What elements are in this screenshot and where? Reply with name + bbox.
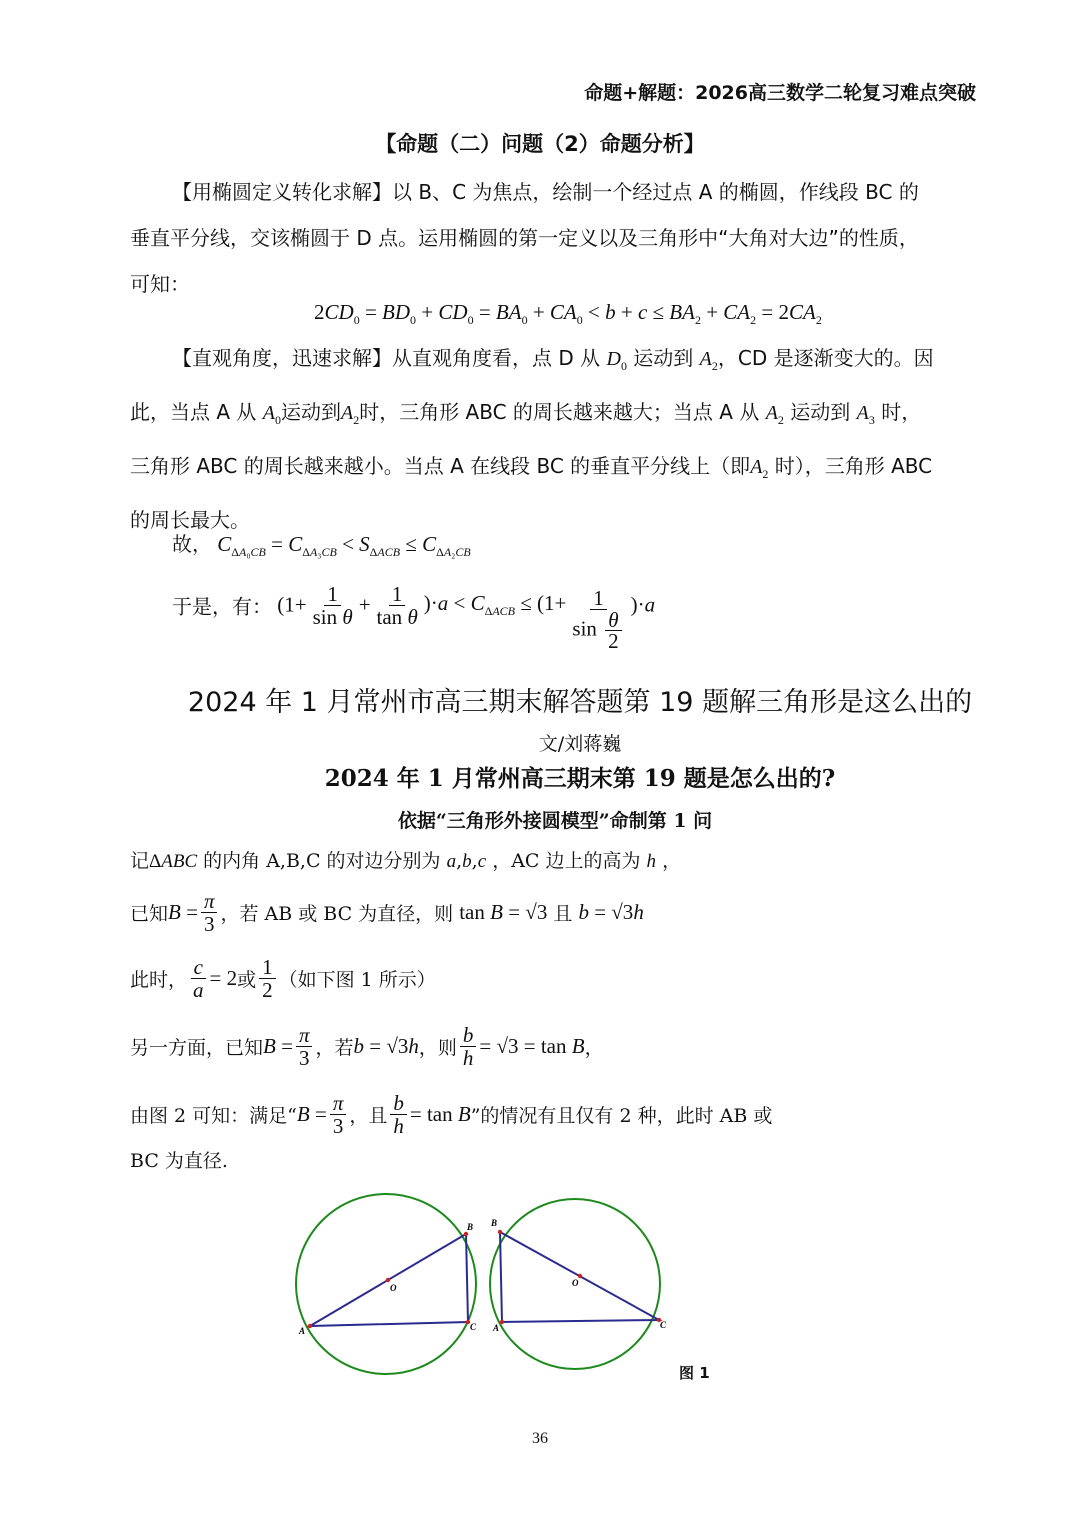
figure-circumcircles (290, 1180, 690, 1380)
paragraph-ellipse-method (130, 169, 980, 307)
para2-text: 时， (881, 400, 922, 424)
line-text: ”的情况有且仅有 2 种，此时 AB 或 (470, 1105, 773, 1127)
right-label-b: B (491, 1218, 498, 1228)
left-label-c: C (470, 1322, 477, 1332)
article-author: 文/刘蒋巍 (538, 733, 622, 755)
line-triangle-def: 记ΔABC 的内角 A,B,C 的对边分别为 a,b,c ，AC 边上的高为 h ， (130, 850, 682, 872)
para2-text: 运动到 (790, 400, 851, 424)
line-text: 的内角 A,B,C 的对边分别为 (203, 850, 441, 872)
para1-text3: 可知： (130, 272, 190, 296)
article-subtitle: 2024 年 1 月常州高三期末第 19 题是怎么出的? (324, 765, 836, 792)
right-label-o: O (572, 1278, 579, 1288)
line-text: 此时， (130, 969, 188, 991)
left-label-a: A (299, 1326, 306, 1336)
line-text: 且 (553, 903, 573, 925)
para2-text: 运动到 (280, 400, 341, 424)
para2-text: 时，三角形 ABC 的周长越来越大；当点 A 从 (359, 400, 760, 424)
right-point-b (498, 1230, 502, 1234)
equation-ellipse: $2CD_0 = BD_0 + CD_0 = BA_0 + CA_0 < b + c \le BA_2 + CA_2 = 2CA_2$ (314, 300, 822, 328)
eq3-prefix: 于是，有： (172, 594, 272, 619)
para2-text: 三角形 ABC 的周长越来越小。当点 A 在线段 BC 的垂直平分线上（即 (130, 454, 751, 478)
line-text: ，则 (418, 1037, 457, 1059)
page-header: 命题+解题：2026高三数学二轮复习难点突破 (584, 82, 976, 104)
para1-text1: 以 B、C 为焦点，绘制一个经过点 A 的椭圆，作线段 BC 的 (392, 180, 919, 204)
line-text: 由图 2 可知：满足“ (130, 1105, 297, 1127)
question-title: 依据“三角形外接圆模型”命制第 1 问 (397, 810, 713, 832)
left-point-b (464, 1232, 468, 1236)
line-other-side: 另一方面，已知B = $\frac{\pi}{3}$ ，若b = √3h，则 $\frac{b}{h}$ = √3 = tan B， (130, 1023, 604, 1070)
para2-text: 的周长最大。 (130, 508, 250, 532)
left-label-o: O (390, 1283, 397, 1293)
para2-label: 【直观角度，迅速求解】 (172, 346, 392, 370)
para2-text: 时），三角形 ABC (774, 454, 933, 478)
article-title: 2024 年 1 月常州市高三期末解答题第 19 题解三角形是这么出的 (187, 687, 973, 718)
paragraph-intuitive-method: 【直观角度，迅速求解】从直观角度看，点 D 从 $D_0$ 运动到 $A_2$，CD 是逐渐变大的。因 此，当点 A 从 $A_0$运动到$A_2$时，三角形 ABC 的周长越来越大；当点 A 从 $A_2$ 运动到 $A_3$ 时， 三角形 ABC 的周长越来越小。当点 A 在线段 BC 的垂直平分线上（即$A_2$ 时），三角形 ABC 的周长最大。 (130, 346, 934, 532)
line-text: ，且 (349, 1105, 388, 1127)
line-given-b: 已知B = $\frac{\pi}{3}$ ，若 AB 或 BC 为直径，则 tan B = √3 且 b = √3h (130, 889, 644, 936)
para2-text: ，CD 是逐渐变大的。因 (717, 346, 934, 370)
section-title: 【命题（二）问题（2）命题分析】 (375, 132, 705, 156)
right-label-c: C (660, 1320, 667, 1330)
figure-caption: 图 1 (679, 1364, 710, 1382)
para1-text2: 垂直平分线，交该椭圆于 D 点。运用椭圆的第一定义以及三角形中“大角对大边”的性质， (130, 226, 919, 250)
para1-label: 【用椭圆定义转化求解】 (172, 180, 392, 204)
equation-perimeter-range: 于是，有： (1+ $\frac{1}{\text{sin θ}}$ + $\frac{1}{\text{tan θ}}$ )$\cdot a < C_{\Delta ACB} \le (1+$ 1 sin $\frac{\theta}{2}$ )·a (172, 581, 656, 653)
line-text: ，若 AB 或 BC 为直径，则 (220, 903, 454, 925)
page-number: 36 (532, 1430, 548, 1447)
line-conclusion: 由图 2 可知：满足“B = $\frac{\pi}{3}$ ，且 $\frac{b}{h}$ = tan B”的情况有且仅有 2 种，此时 AB 或 (130, 1091, 773, 1138)
eq2-prefix: 故， (172, 532, 212, 556)
right-point-a (500, 1320, 504, 1324)
para2-text: 此，当点 A 从 (130, 400, 257, 424)
line-diameter: BC 为直径. (130, 1150, 228, 1172)
left-label-b: B (467, 1222, 474, 1232)
line-text: 记 (130, 850, 150, 872)
line-text: ，若 (315, 1037, 354, 1059)
line-text: ， (662, 850, 682, 872)
line-text: 或 (237, 969, 257, 991)
line-ratio: 此时， $\frac{c}{a}$ = 2或 $\frac{1}{2}$ （如下图 1 所示） (130, 955, 436, 1002)
line-text: ，AC 边上的高为 (492, 850, 641, 872)
right-label-a: A (493, 1323, 500, 1333)
line-text: 另一方面，已知 (130, 1037, 264, 1059)
line-text: 已知 (130, 903, 169, 925)
para2-text: 从直观角度看，点 D 从 (392, 346, 601, 370)
left-circumcircle (296, 1194, 476, 1374)
left-point-a (308, 1324, 312, 1328)
line-text: ， (584, 1037, 604, 1059)
line-text: （如下图 1 所示） (278, 969, 436, 991)
equation-perimeter-compare: 故， $C_{\Delta A_0CB} = C_{\Delta A_3CB} < S_{\Delta ACB} \le C_{\Delta A_2CB}$ (172, 532, 471, 560)
para2-text: 运动到 (633, 346, 694, 370)
left-point-o (386, 1278, 390, 1282)
